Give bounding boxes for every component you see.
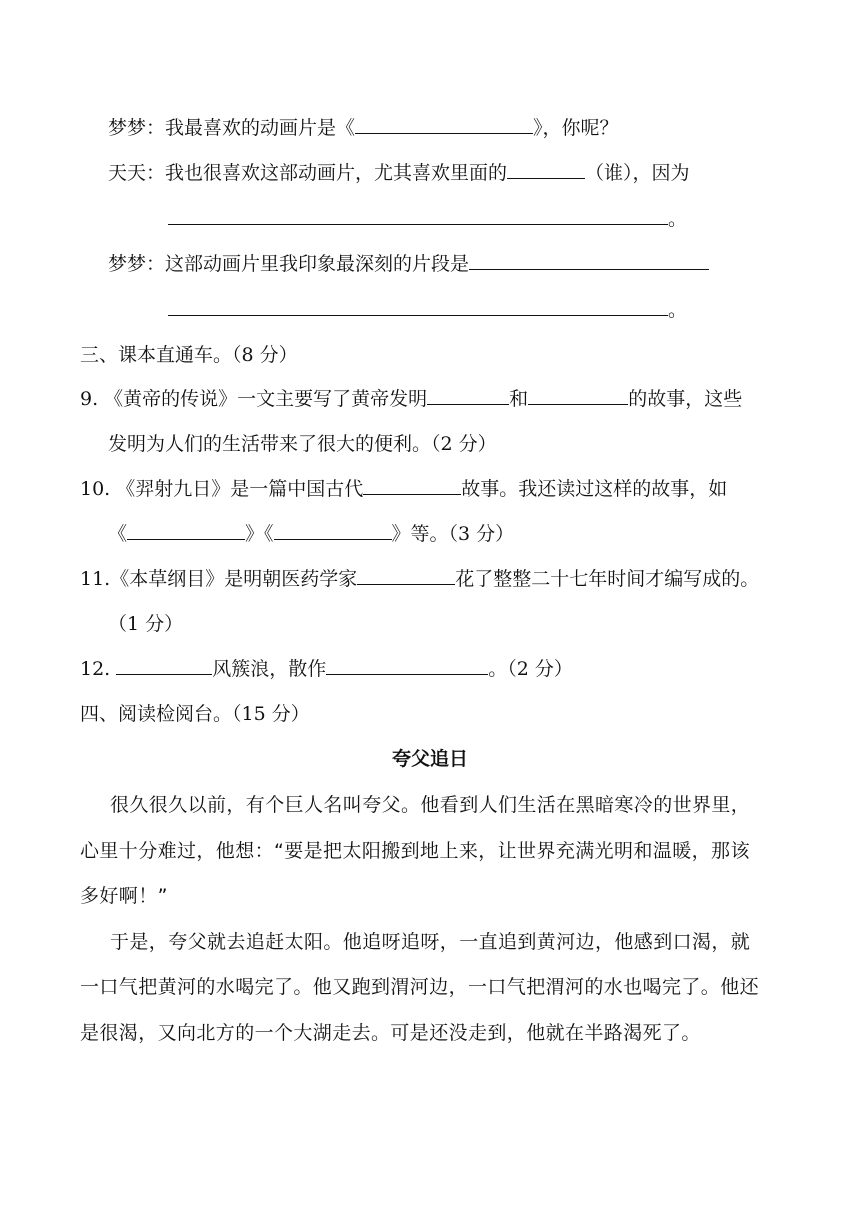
answer-blank-q9-1[interactable]: [427, 386, 509, 405]
answer-blank-reason[interactable]: [168, 206, 668, 225]
dialogue-text: （谁），因为: [585, 162, 690, 184]
story-title: 夸父追日: [391, 748, 468, 770]
question-text: 风簇浪，散作: [212, 658, 327, 680]
question-text: 《: [108, 523, 128, 545]
answer-blank-q10-1[interactable]: [363, 476, 461, 495]
answer-blank-who[interactable]: [507, 160, 585, 179]
story-p2-line-1: 于是，夸父就去追赶太阳。他追呀追呀，一直追到黄河边，他感到口渴，就: [110, 931, 751, 953]
dialogue-text: 》，你呢？: [533, 117, 619, 139]
dialogue-line-3: [168, 206, 687, 232]
question-11: [80, 566, 759, 592]
dialogue-text: 梦梦：这部动画片里我印象最深刻的片段是: [108, 253, 470, 275]
answer-blank-q9-2[interactable]: [528, 386, 628, 405]
answer-blank-q12-1[interactable]: [116, 656, 212, 675]
question-text: 》《: [245, 523, 274, 545]
question-10: [80, 476, 727, 502]
question-text: 10. 《羿射九日》是一篇中国古代: [80, 478, 364, 500]
section-3-title: 三、课本直通车。（8 分）: [80, 344, 298, 366]
answer-blank-scene-cont[interactable]: [168, 297, 668, 316]
dialogue-line-4: [108, 251, 709, 277]
question-text: 花了整整二十七年时间才编写成的。: [455, 568, 760, 590]
question-text: 11.《本草纲目》是明朝医药学家: [80, 568, 358, 590]
dialogue-text: 梦梦：我最喜欢的动画片是《: [108, 117, 356, 139]
dialogue-text: 。: [668, 299, 688, 321]
question-9-cont: 发明为人们的生活带来了很大的便利。（2 分）: [108, 433, 497, 455]
question-10-cont: [108, 521, 514, 547]
answer-blank-q10-3[interactable]: [274, 521, 392, 540]
question-text: 》等。（3 分）: [391, 523, 515, 545]
dialogue-text: 天天：我也很喜欢这部动画片，尤其喜欢里面的: [108, 162, 508, 184]
story-p1-line-3: 多好啊！”: [80, 885, 168, 907]
question-text: 9. 《黄帝的传说》一文主要写了黄帝发明: [80, 388, 428, 410]
story-p1-line-2: 心里十分难过，他想：“要是把太阳搬到地上来，让世界充满光明和温暖，那该: [80, 840, 750, 862]
question-text: 故事。我还读过这样的故事，如: [461, 478, 728, 500]
story-p2-line-2: 一口气把黄河的水喝完了。他又跑到渭河边，一口气把渭河的水也喝完了。他还: [80, 976, 760, 998]
answer-blank-q12-2[interactable]: [326, 656, 488, 675]
dialogue-line-2: [108, 160, 690, 186]
question-9: [80, 386, 742, 412]
dialogue-line-1: [108, 115, 619, 141]
question-text: 12.: [80, 658, 111, 680]
section-4-title: 四、阅读检阅台。（15 分）: [80, 703, 310, 725]
question-text: 和: [509, 388, 529, 410]
question-text: 的故事，这些: [628, 388, 743, 410]
question-11-cont: （1 分）: [108, 613, 184, 635]
answer-blank-q11[interactable]: [357, 566, 455, 585]
dialogue-line-5: [168, 297, 687, 323]
dialogue-text: 。: [668, 208, 688, 230]
question-12: [80, 656, 573, 682]
answer-blank-scene[interactable]: [469, 251, 709, 270]
answer-blank-q10-2[interactable]: [127, 521, 245, 540]
question-text: 。（2 分）: [488, 658, 573, 680]
answer-blank-cartoon[interactable]: [355, 115, 533, 134]
story-p2-line-3: 是很渴，又向北方的一个大湖走去。可是还没走到，他就在半路渴死了。: [80, 1022, 701, 1044]
story-p1-line-1: 很久很久以前，有个巨人名叫夸父。他看到人们生活在黑暗寒冷的世界里，: [110, 794, 751, 816]
